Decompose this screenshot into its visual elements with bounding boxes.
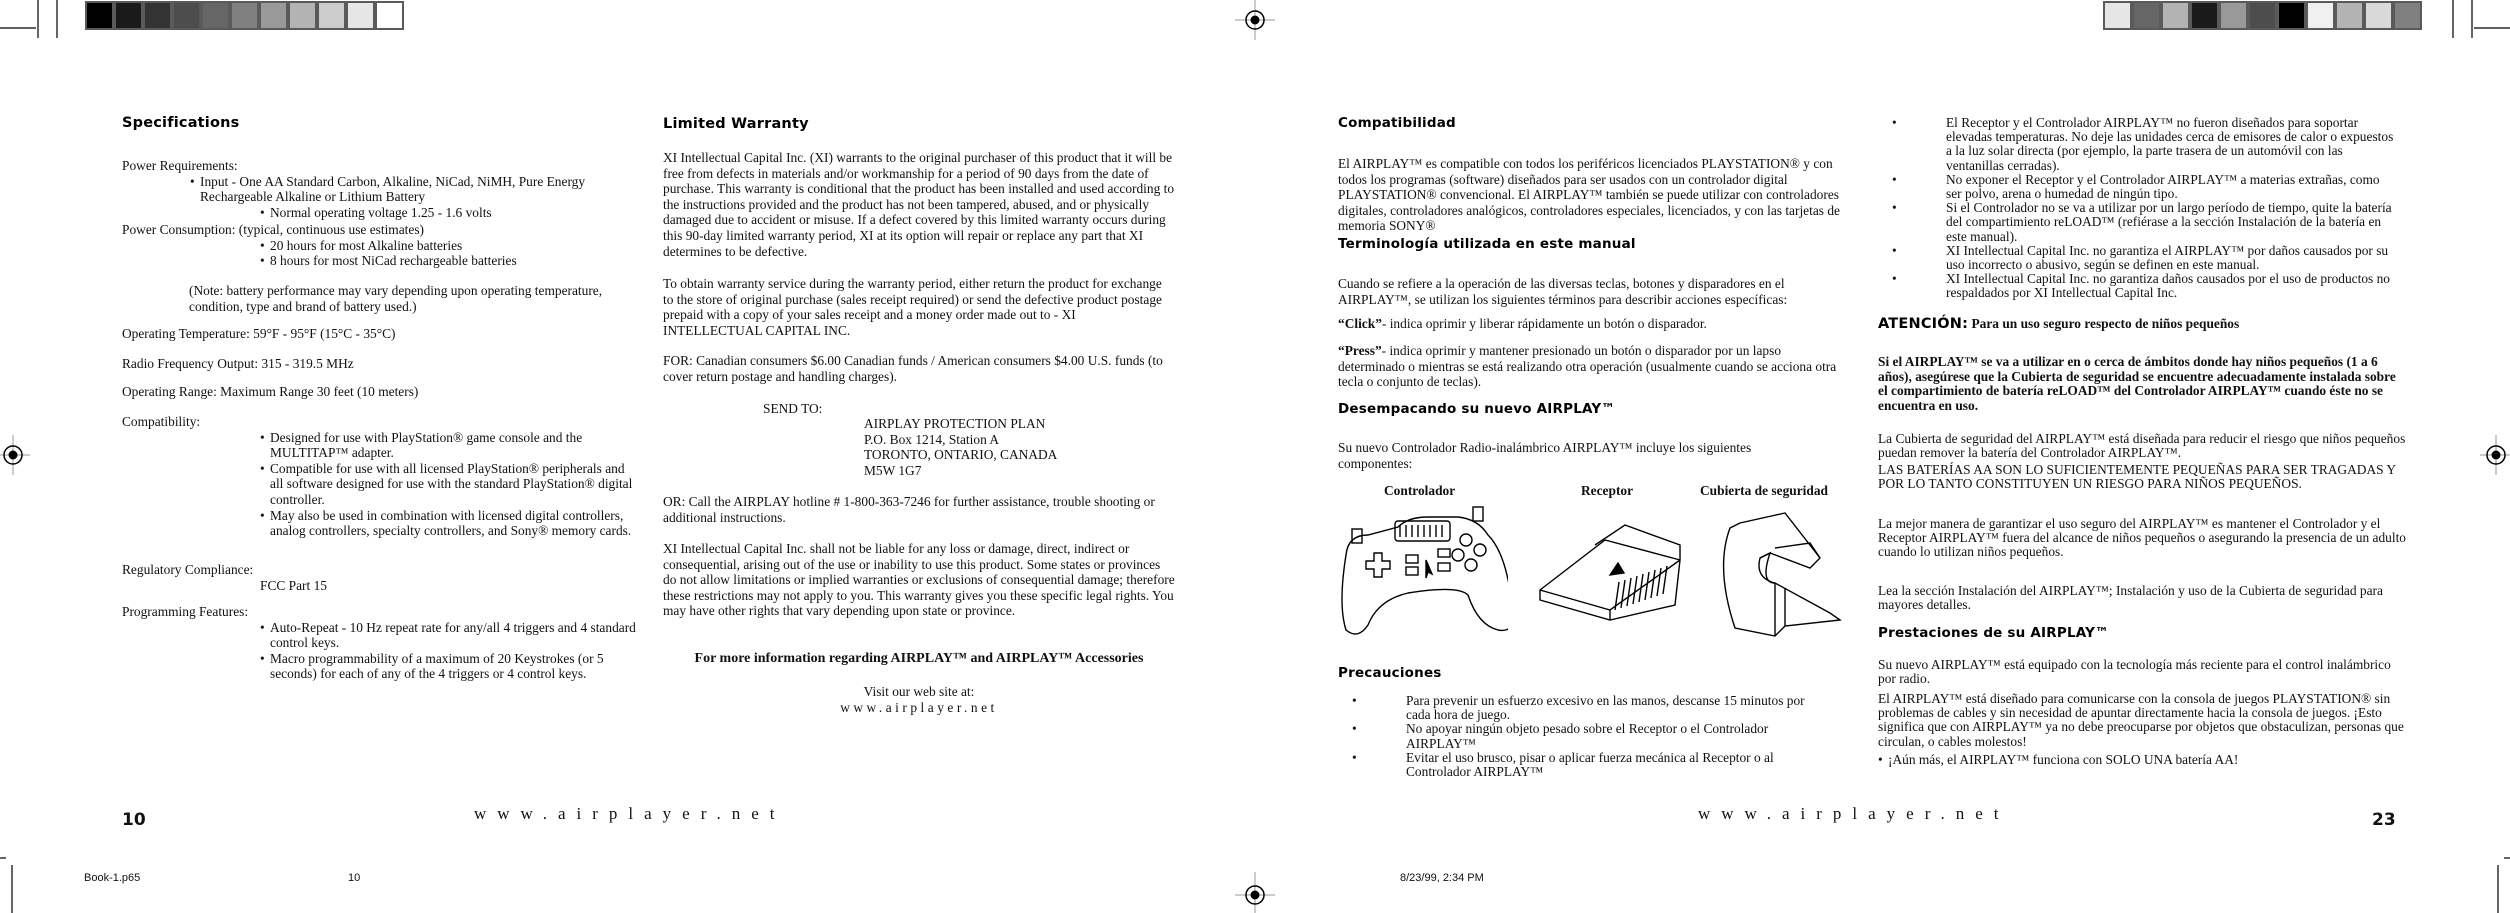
address-line: M5W 1G7 bbox=[864, 462, 922, 478]
terminologia-heading: Terminología utilizada en este manual bbox=[1338, 236, 1636, 252]
precauciones-list-part2 bbox=[1878, 116, 2398, 301]
precaution-item: • El Receptor y el Controlador AIRPLAY™ no fueron diseñados para soportar elevadas temperaturas. No deje las unidades cerca de emisores de calor o expuestos a la luz solar directa (por ejemplo, la parte trasera de un automóvil con las ventanillas cerradas). bbox=[1892, 115, 2394, 173]
limited-warranty-heading: Limited Warranty bbox=[663, 116, 809, 132]
more-info-heading: For more information regarding AIRPLAY™ and AIRPLAY™ Accessories bbox=[694, 651, 1144, 666]
regulatory-label: Regulatory Compliance: bbox=[122, 562, 254, 577]
operating-range: Operating Range: Maximum Range 30 feet (10 meters) bbox=[122, 384, 419, 399]
component-label-receptor: Receptor bbox=[1581, 483, 1634, 498]
prestaciones-bullet: • ¡Aún más, el AIRPLAY™ funciona con SOLO UNA batería AA! bbox=[1878, 752, 2418, 768]
click-text: - indica oprimir y liberar rápidamente un botón o disparador. bbox=[1381, 316, 1707, 331]
operating-temperature: Operating Temperature: 59°F - 95°F (15°C - 35°C) bbox=[122, 326, 396, 341]
page-number-left: 10 bbox=[122, 810, 146, 830]
liability-paragraph: XI Intellectual Capital Inc. shall not be liable for any loss or damage, direct, indirect or consequential, arising out of the use or inability to use this product. Some states or provinces do not allow limitations or implied warranties or exclusions of consequential damage; therefore these restrictions may not apply to you. This warranty gives you these specific legal rights. You may have other rights that vary depending upon state or province. bbox=[663, 541, 1175, 619]
battery-note: (Note: battery performance may vary depending upon operating temperature, condition, type and brand of battery used.) bbox=[189, 283, 603, 314]
receiver-illustration bbox=[1535, 515, 1685, 625]
warranty-fees-paragraph: FOR: Canadian consumers $6.00 Canadian funds / American consumers $4.00 U.S. funds (to cover return postage and handling charges). bbox=[663, 353, 1163, 384]
power-cons-item: • 8 hours for most NiCad rechargeable batteries bbox=[260, 253, 642, 269]
slug-filename: Book-1.p65 bbox=[84, 872, 141, 884]
atencion-subtitle: Para un uso seguro respecto de niños pequeños bbox=[1971, 316, 2240, 331]
regulatory-value: FCC Part 15 bbox=[260, 577, 327, 593]
atencion-warning: Si el AIRPLAY™ se va a utilizar en o cerca de ámbitos donde hay niños pequeños (1 a 6 años), asegúrese que la Cubierta de seguridad se encuentre adecuadamente instalada sobre el compartimiento de batería reLOAD™ del Controlador AIRPLAY™ cuando éste no se encuentra en uso. bbox=[1878, 354, 2396, 413]
programming-features bbox=[122, 604, 642, 682]
baterias-warning: LAS BATERÍAS AA SON LO SUFICIENTEMENTE PEQUEÑAS PARA SER TRAGADAS Y POR LO TANTO CONSTITUYEN UN RIESGO PARA NIÑOS PEQUEÑOS. bbox=[1878, 462, 2396, 492]
power-requirements bbox=[122, 158, 642, 220]
rf-output: Radio Frequency Output: 315 - 319.5 MHz bbox=[122, 356, 354, 371]
visit-website-label: Visit our web site at: bbox=[863, 684, 975, 699]
lea-seccion-paragraph: Lea la sección Instalación del AIRPLAY™; Instalación y uso de la Cubierta de seguridad para mayores detalles. bbox=[1878, 583, 2383, 613]
prestaciones-paragraph: Su nuevo AIRPLAY™ está equipado con la tecnología más reciente para el control inalámbrico por radio. bbox=[1878, 657, 2391, 687]
precaution-item: • XI Intellectual Capital Inc. no garantiza el AIRPLAY™ por daños causados por su uso incorrecto o abusivo, según se definen en este manual. bbox=[1892, 242, 2389, 273]
registration-mark-left bbox=[0, 435, 30, 475]
click-definition bbox=[1338, 316, 1848, 332]
power-cons-item: • 20 hours for most Alkaline batteries bbox=[260, 238, 642, 254]
compat-item: • Designed for use with PlayStation® game console and the MULTITAP™ adapter. bbox=[260, 430, 640, 461]
compatibility bbox=[122, 414, 642, 539]
precauciones-heading: Precauciones bbox=[1338, 665, 1442, 681]
compat-item: • May also be used in combination with licensed digital controllers, analog controllers, specialty controllers, and Sony® memory cards. bbox=[260, 508, 640, 539]
component-label-controlador: Controlador bbox=[1384, 483, 1456, 498]
compat-item: • Compatible for use with all licensed PlayStation® peripherals and all software designed for use with the standard PlayStation® digital controller. bbox=[260, 461, 640, 508]
precaution-item: • XI Intellectual Capital Inc. no garantiza daños causados por el uso de productos no respaldados por XI Intellectual Capital Inc. bbox=[1892, 271, 2390, 301]
precauciones-list-part1 bbox=[1338, 694, 1828, 779]
prestaciones-heading: Prestaciones de su AIRPLAY™ bbox=[1878, 625, 2109, 641]
regulatory bbox=[122, 562, 642, 593]
footer-url-right: www.airplayer.net bbox=[1698, 804, 2010, 823]
send-to-label: SEND TO: bbox=[763, 401, 823, 416]
power-cons-label: Power Consumption: (typical, continuous use estimates) bbox=[122, 222, 424, 237]
press-term: “Press” bbox=[1338, 343, 1382, 358]
compatibilidad-paragraph: El AIRPLAY™ es compatible con todos los periféricos licenciados PLAYSTATION® y con todos los programas (software) diseñados para ser usados con un controlador digital PLAYSTATION® convencional. El AIRPLAY™ también se puede utilizar con controladores digitales, controladores analógicos, controladores especiales, licenciados, y con las tarjetas de memoria SONY® bbox=[1338, 156, 1840, 234]
footer-url-left: www.airplayer.net bbox=[474, 804, 786, 823]
warranty-service-paragraph: To obtain warranty service during the warranty period, either return the product for exchange to the store of original purchase (sales receipt required) or send the defective product postage prepaid with a copy of your sales receipt and a money order made out to - XI INTELLECTUAL CAPITAL INC. bbox=[663, 276, 1162, 338]
mailing-address bbox=[864, 416, 1057, 478]
slug-date: 8/23/99, 2:34 PM bbox=[1400, 872, 1484, 884]
power-req-voltage: • Normal operating voltage 1.25 - 1.6 volts bbox=[260, 205, 642, 221]
desempacando-heading: Desempacando su nuevo AIRPLAY™ bbox=[1338, 401, 1616, 417]
registration-mark-right bbox=[2480, 435, 2510, 475]
power-consumption bbox=[122, 222, 642, 269]
press-definition bbox=[1338, 343, 1848, 390]
prestaciones-paragraph-2: El AIRPLAY™ está diseñado para comunicarse con la consola de juegos PLAYSTATION® sin problemas de cables y sin necesidad de apuntar directamente hacia la consola de juegos. ¡Esto significa que con AIRPLAY™ ya no debe preocuparse por objetos que obstaculizan, personas que circulan, o cables molestos! bbox=[1878, 691, 2404, 749]
precaution-item: • No exponer el Receptor y el Controlador AIRPLAY™ a materias extrañas, como ser polvo, arena o humedad de ningún tipo. bbox=[1892, 171, 2380, 202]
address-line: TORONTO, ONTARIO, CANADA bbox=[864, 447, 1058, 463]
compat-label: Compatibility: bbox=[122, 414, 201, 429]
power-req-label: Power Requirements: bbox=[122, 158, 238, 173]
address-line: AIRPLAY PROTECTION PLAN bbox=[864, 416, 1046, 431]
click-term: “Click” bbox=[1338, 316, 1382, 331]
component-label-cubierta: Cubierta de seguridad bbox=[1700, 483, 1828, 498]
press-text: - indica oprimir y mantener presionado un botón o disparador por un lapso determinado o mientras se está realizando otra operación (usualmente cuando se acciona otra tecla o conjunto de teclas). bbox=[1338, 343, 1837, 390]
safety-cover-illustration bbox=[1715, 508, 1845, 643]
registration-mark-top bbox=[1235, 0, 1275, 40]
programming-item: • Auto-Repeat - 10 Hz repeat rate for any/all 4 triggers and 4 standard control keys. bbox=[260, 620, 640, 651]
programming-item: • Macro programmability of a maximum of 20 Keystrokes (or 5 seconds) for each of any of the 4 triggers or 4 control keys. bbox=[260, 651, 640, 682]
precaution-item: • No apoyar ningún objeto pesado sobre el Receptor o el Controlador AIRPLAY™ bbox=[1352, 721, 1769, 751]
mejor-manera-paragraph: La mejor manera de garantizar el uso seguro del AIRPLAY™ es mantener el Controlador y el Receptor AIRPLAY™ fuera del alcance de niños pequeños o asegurando la presencia de un adulto cuando lo utilizan niños pequeños. bbox=[1878, 516, 2406, 560]
programming-label: Programming Features: bbox=[122, 604, 249, 619]
terminologia-intro: Cuando se refiere a la operación de las diversas teclas, botones y disparadores en el AIRPLAY™, se utilizan los siguientes términos para describir acciones específicas: bbox=[1338, 276, 1788, 307]
compatibilidad-heading: Compatibilidad bbox=[1338, 115, 1456, 131]
controller-illustration bbox=[1338, 505, 1508, 645]
desempacando-intro: Su nuevo Controlador Radio-inalámbrico AIRPLAY™ incluye los siguientes componentes: bbox=[1338, 440, 1752, 471]
cubierta-paragraph: La Cubierta de seguridad del AIRPLAY™ está diseñada para reducir el riesgo que niños pequeños puedan remover la batería del Controlador AIRPLAY™. bbox=[1878, 431, 2406, 461]
power-req-input: • Input - One AA Standard Carbon, Alkaline, NiCad, NiMH, Pure Energy Rechargeable Alkaline or Lithium Battery bbox=[190, 174, 642, 205]
page-number-right: 23 bbox=[2372, 810, 2396, 830]
specifications-heading: Specifications bbox=[122, 115, 240, 131]
slug-page: 10 bbox=[348, 872, 361, 884]
warranty-paragraph: XI Intellectual Capital Inc. (XI) warrants to the original purchaser of this product that it will be free from defects in materials and/or workmanship for a period of 90 days from the date of purchase. This warranty is conditional that the product has been installed and used according to the instructions provided and the product has not been tampered, abused, and or physically damaged due to accident or misuse. If a defect covered by this limited warranty occurs during this 90-day limited warranty period, XI at its option will repair or replace any part that XI determines to be defective. bbox=[663, 150, 1175, 259]
atencion-label: ATENCIÓN: bbox=[1878, 316, 1969, 332]
precaution-item: • Evitar el uso brusco, pisar o aplicar fuerza mecánica al Receptor o al Controlador AIRPLAY™ bbox=[1352, 749, 1774, 780]
atencion-heading bbox=[1878, 316, 2408, 333]
registration-mark-bottom bbox=[1235, 872, 1275, 913]
precaution-item: • Para prevenir un esfuerzo excesivo en las manos, descanse 15 minutos por cada hora de juego. bbox=[1352, 693, 1805, 723]
website-link[interactable]: www.airplayer.net bbox=[840, 700, 998, 715]
hotline-paragraph: OR: Call the AIRPLAY hotline # 1-800-363-7246 for further assistance, trouble shooting or additional instructions. bbox=[663, 494, 1155, 525]
address-line: P.O. Box 1214, Station A bbox=[864, 431, 1000, 447]
precaution-item: • Si el Controlador no se va a utilizar por un largo período de tiempo, quite la batería del compartimiento reLOAD™ (refiérase a la sección Instalación de la batería en este manual). bbox=[1892, 200, 2392, 244]
